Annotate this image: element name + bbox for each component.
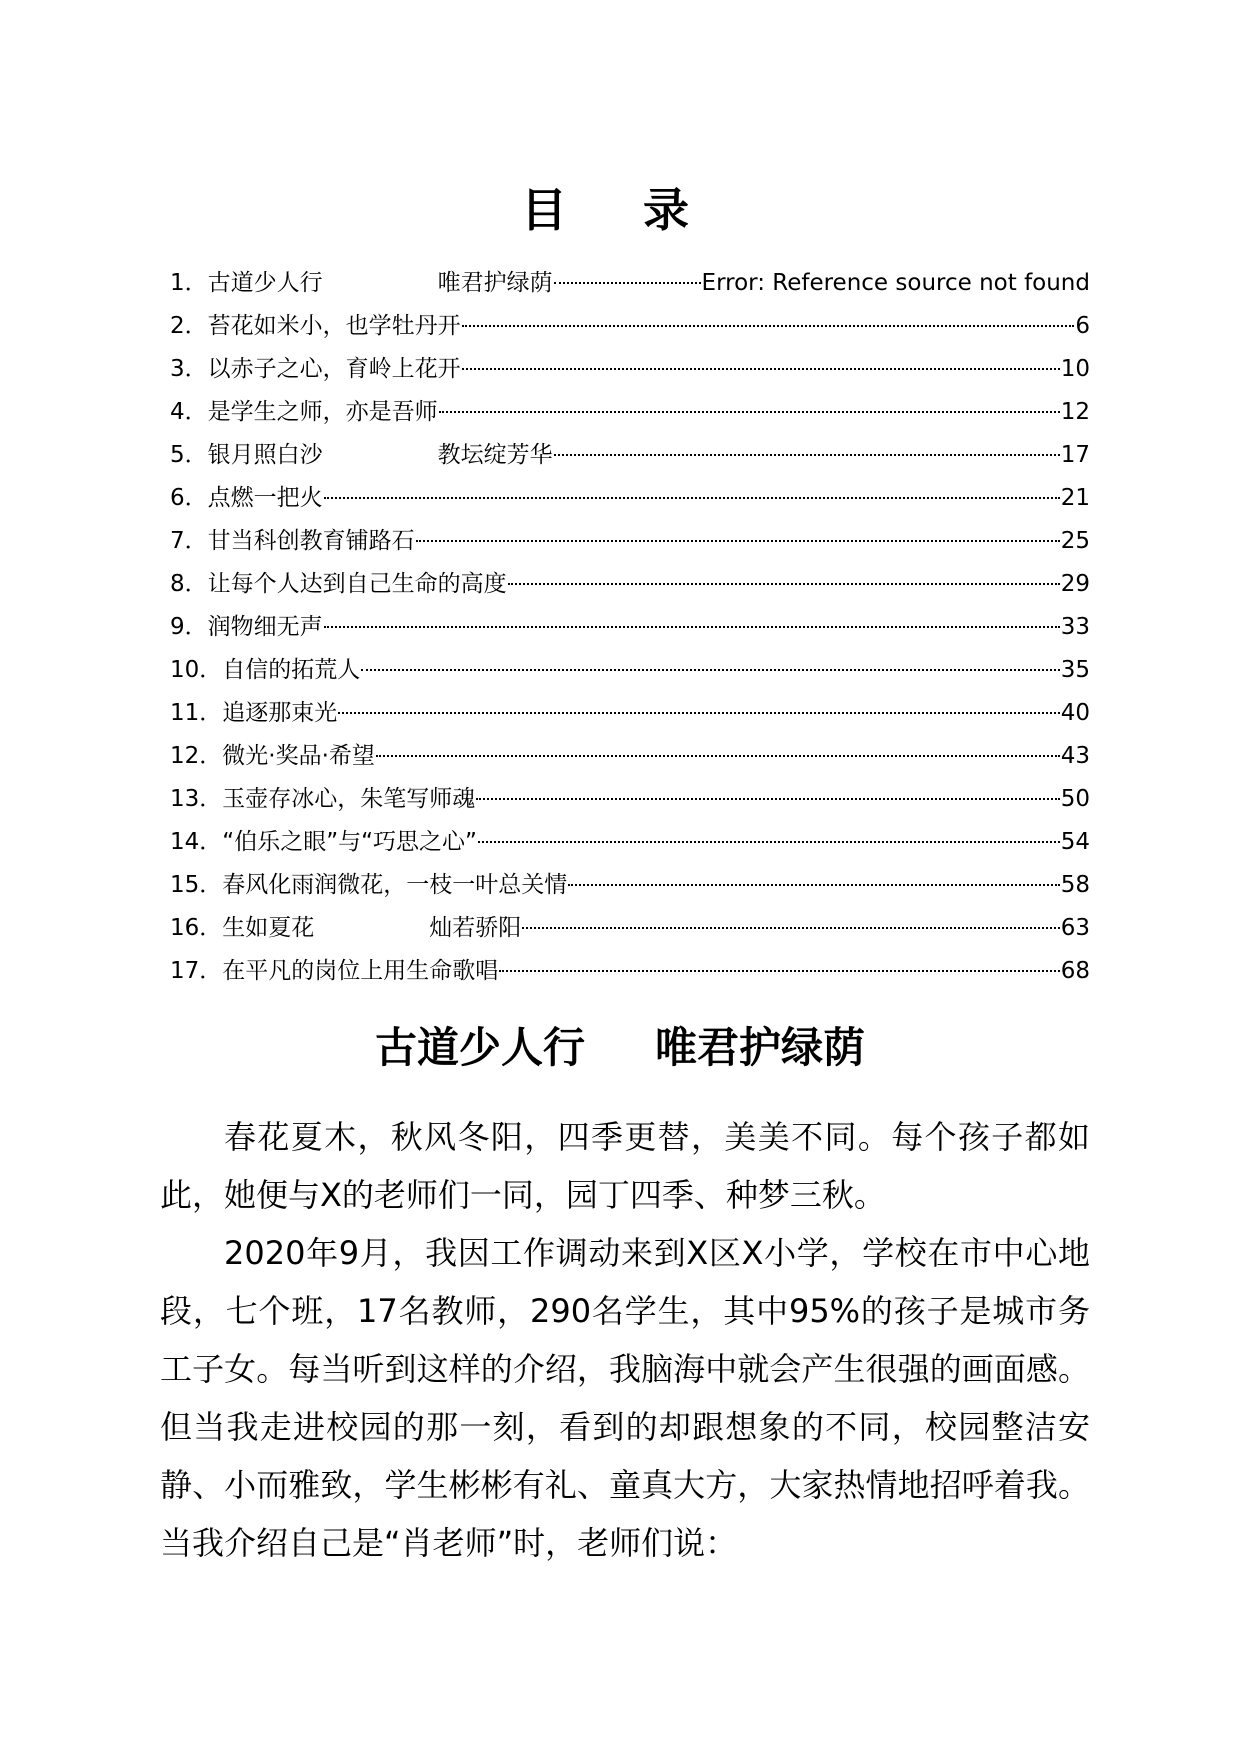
toc-entry[interactable]: [170, 477, 1090, 520]
toc-entry[interactable]: [170, 735, 1090, 778]
toc-entry[interactable]: [170, 434, 1090, 477]
toc-entry-page: 54: [1060, 829, 1090, 855]
toc-dot-leader: [554, 453, 1060, 456]
toc-title: 目 录: [520, 183, 719, 237]
toc-entry-title: 自信的拓荒人: [222, 657, 361, 683]
toc-entry-title: 古道少人行: [207, 270, 323, 296]
toc-entry-title-part2: 灿若骄阳: [429, 915, 522, 941]
article-title-part2: 唯君护绿荫: [655, 1023, 866, 1072]
toc-entry[interactable]: [170, 950, 1090, 993]
toc-entry-number: 10．: [170, 657, 223, 683]
toc-entry-number: 8．: [170, 571, 208, 597]
toc-entry-page: 63: [1060, 915, 1090, 941]
toc-entry-number: 3．: [170, 356, 208, 382]
article-body: [160, 1108, 1090, 1572]
toc-dot-leader: [439, 410, 1060, 413]
toc-entry[interactable]: [170, 778, 1090, 821]
article-title-part1: 古道少人行: [374, 1023, 585, 1072]
toc-entry-title: 在平凡的岗位上用生命歌唱: [222, 958, 499, 984]
toc-entry-title: 玉壶存冰心，朱笔写师魂: [222, 786, 476, 812]
toc-entry-number: 13．: [170, 786, 223, 812]
toc-entry[interactable]: [170, 864, 1090, 907]
toc-entry-number: 15．: [170, 872, 223, 898]
toc-entry-title: 以赤子之心，育岭上花开: [207, 356, 461, 382]
toc-dot-leader: [462, 324, 1075, 327]
toc-dot-leader: [416, 539, 1060, 542]
toc-entry-title: 银月照白沙: [207, 442, 323, 468]
paragraph-2: 2020年9月，我因工作调动来到X区X小学，学校在市中心地段，七个班，17名教师，290名学生，其中95%的孩子是城市务工子女。每当听到这样的介绍，我脑海中就会产生很强的画面感。但当我走进校园的那一刻，看到的却跟想象的不同，校园整洁安静、小而雅致，学生彬彬有礼、童真大方，大家热情地招呼着我。当我介绍自己是“肖老师”时，老师们说：: [160, 1234, 1090, 1562]
toc-entry-title: 是学生之师，亦是吾师: [207, 399, 438, 425]
toc-entry-title: 甘当科创教育铺路石: [207, 528, 415, 554]
toc-entry-title-part2: 唯君护绿荫: [437, 270, 553, 296]
toc-entry-page: 33: [1060, 614, 1090, 640]
toc-dot-leader: [554, 281, 701, 284]
toc-entry-number: 12．: [170, 743, 223, 769]
toc-entry-page: 25: [1060, 528, 1090, 554]
toc-entry-number: 6．: [170, 485, 208, 511]
toc-entry-page: 58: [1060, 872, 1090, 898]
toc-dot-leader: [376, 754, 1060, 757]
toc-entry[interactable]: [170, 305, 1090, 348]
toc-entry-number: 7．: [170, 528, 208, 554]
toc-dot-leader: [338, 711, 1059, 714]
toc-entry[interactable]: [170, 907, 1090, 950]
toc-entry[interactable]: [170, 348, 1090, 391]
toc-entry-number: 1．: [170, 270, 208, 296]
toc-entry-number: 9．: [170, 614, 208, 640]
toc-entry-number: 5．: [170, 442, 208, 468]
toc-entry-title: 生如夏花: [222, 915, 315, 941]
article-title: [0, 1018, 1240, 1078]
toc-entry-page: 29: [1060, 571, 1090, 597]
toc-entry-title-part2: 教坛绽芳华: [437, 442, 553, 468]
toc-entry-page: 12: [1060, 399, 1090, 425]
toc-dot-leader: [568, 883, 1059, 886]
toc-entry-title: 点燃一把火: [207, 485, 323, 511]
toc-entry[interactable]: [170, 563, 1090, 606]
toc-entry-page: 43: [1060, 743, 1090, 769]
toc-dot-leader: [462, 367, 1060, 370]
toc-entry-title: 让每个人达到自己生命的高度: [207, 571, 507, 597]
toc-dot-leader: [361, 668, 1059, 671]
toc-entry-page: 6: [1075, 313, 1090, 339]
toc-entry[interactable]: [170, 391, 1090, 434]
toc-dot-leader: [476, 797, 1059, 800]
toc-entry-page: 21: [1060, 485, 1090, 511]
toc-entry-title: 追逐那束光: [222, 700, 338, 726]
toc-entry-title: 润物细无声: [207, 614, 323, 640]
toc-entry-page: 17: [1060, 442, 1090, 468]
toc-entry-number: 4．: [170, 399, 208, 425]
toc-dot-leader: [324, 625, 1060, 628]
toc-dot-leader: [499, 969, 1059, 972]
toc-entry-number: 16．: [170, 915, 223, 941]
toc-entry-page: Error: Reference source not found: [701, 270, 1090, 296]
toc-entry-page: 50: [1060, 786, 1090, 812]
table-of-contents: [170, 262, 1090, 993]
toc-entry-title: 微光·奖品·希望: [222, 743, 375, 769]
toc-entry[interactable]: [170, 262, 1090, 305]
paragraph-1: 春花夏木，秋风冬阳，四季更替，美美不同。每个孩子都如此，她便与X的老师们一同，园丁四季、种梦三秋。: [160, 1118, 1090, 1214]
toc-entry-page: 40: [1060, 700, 1090, 726]
toc-entry-number: 17．: [170, 958, 223, 984]
toc-entry[interactable]: [170, 692, 1090, 735]
toc-entry-page: 35: [1060, 657, 1090, 683]
toc-entry-number: 14．: [170, 829, 223, 855]
toc-entry-number: 11．: [170, 700, 223, 726]
toc-entry-title: “伯乐之眼”与“巧思之心”: [222, 829, 477, 855]
toc-dot-leader: [522, 926, 1059, 929]
toc-entry[interactable]: [170, 649, 1090, 692]
toc-entry-title: 苔花如米小，也学牡丹开: [207, 313, 461, 339]
toc-dot-leader: [508, 582, 1060, 585]
toc-entry[interactable]: [170, 606, 1090, 649]
toc-entry-page: 10: [1060, 356, 1090, 382]
toc-entry-title: 春风化雨润微花，一枝一叶总关情: [222, 872, 568, 898]
toc-entry[interactable]: [170, 520, 1090, 563]
toc-dot-leader: [478, 840, 1060, 843]
toc-entry-number: 2．: [170, 313, 208, 339]
toc-entry-page: 68: [1060, 958, 1090, 984]
toc-entry[interactable]: [170, 821, 1090, 864]
toc-dot-leader: [324, 496, 1060, 499]
